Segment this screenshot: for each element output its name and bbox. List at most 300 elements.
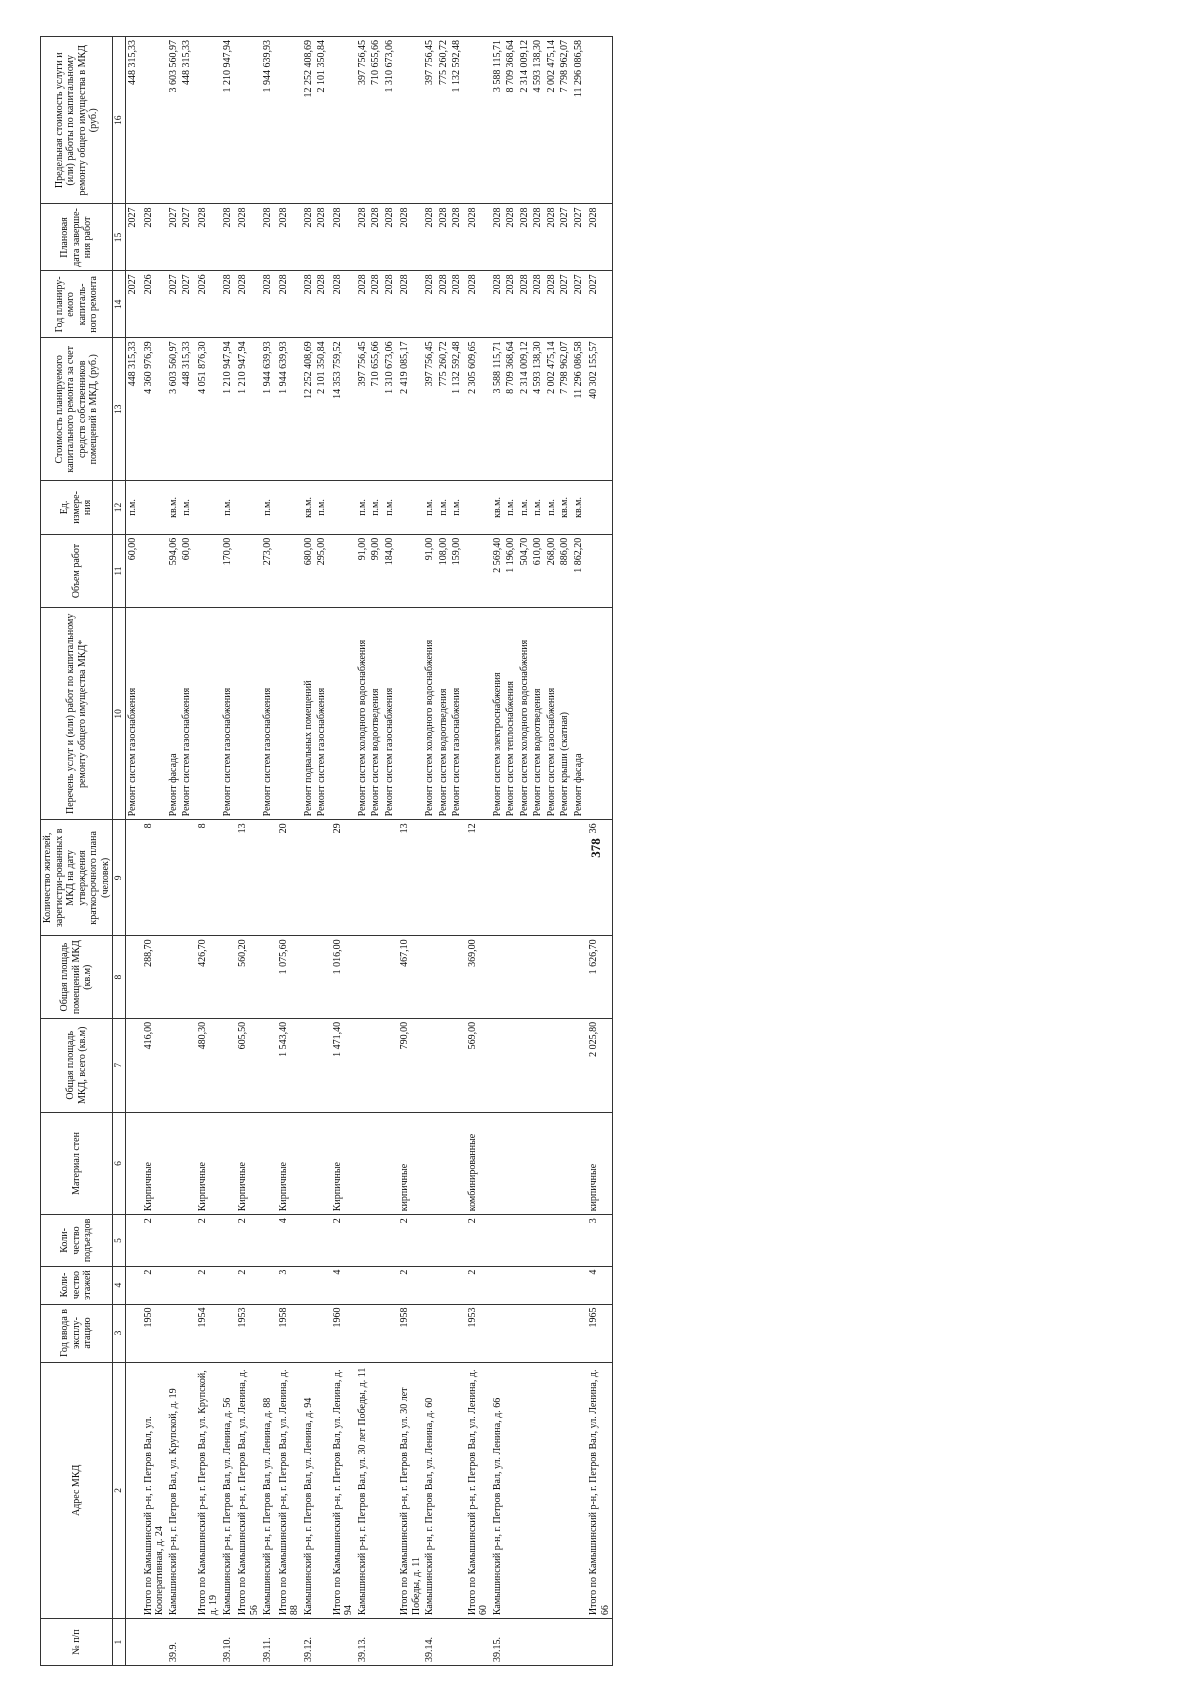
work-type: Ремонт крыши (скатная): [558, 608, 572, 820]
total-area: [450, 1018, 464, 1112]
completion-date: 2028: [491, 204, 505, 271]
repair-cost: 710 655,66: [369, 338, 383, 481]
repair-year: 2027: [585, 271, 613, 338]
work-type: Ремонт систем газоснабжения: [545, 608, 559, 820]
unit: кв.м.: [491, 481, 505, 535]
max-cost: 8 709 368,64: [504, 37, 518, 204]
table-row: [531, 37, 545, 1666]
row-number: [180, 1619, 194, 1666]
work-volume: 594,06: [167, 534, 181, 608]
completion-date: 2028: [329, 204, 356, 271]
wall-material: [558, 1112, 572, 1215]
year-built: [572, 1304, 586, 1362]
table-row: [194, 37, 221, 1666]
wall-material: [504, 1112, 518, 1215]
max-cost: 11 296 086,58: [572, 37, 586, 204]
repair-year: 2028: [221, 271, 235, 338]
col-header: Коли-чество подъездов: [41, 1215, 113, 1266]
year-built: 1954: [194, 1304, 221, 1362]
max-cost: 1 944 639,93: [261, 37, 275, 204]
row-number: [329, 1619, 356, 1666]
wall-material: [545, 1112, 559, 1215]
wall-material: [126, 1112, 140, 1215]
repair-cost: 12 252 408,69: [302, 338, 316, 481]
col-number: 4: [113, 1266, 126, 1304]
table-row: [572, 37, 586, 1666]
col-number: 7: [113, 1018, 126, 1112]
year-built: [302, 1304, 316, 1362]
work-volume: 268,00: [545, 534, 559, 608]
work-volume: [329, 534, 356, 608]
wall-material: [518, 1112, 532, 1215]
table-row: [180, 37, 194, 1666]
unit: [194, 481, 221, 535]
residents: [356, 820, 370, 936]
work-type: Ремонт систем газоснабжения: [221, 608, 235, 820]
work-volume: [275, 534, 302, 608]
unit: п.м.: [221, 481, 235, 535]
table-row: [167, 37, 181, 1666]
total-area: [518, 1018, 532, 1112]
max-cost: 448 315,33: [180, 37, 194, 204]
completion-date: 2028: [423, 204, 437, 271]
repair-year: 2028: [423, 271, 437, 338]
work-type: Ремонт систем газоснабжения: [315, 608, 329, 820]
address: Камышинский р-н, г. Петров Вал, ул. Ленина, д. 60: [423, 1362, 437, 1619]
year-built: [558, 1304, 572, 1362]
row-number: [531, 1619, 545, 1666]
work-volume: 273,00: [261, 534, 275, 608]
wall-material: [180, 1112, 194, 1215]
total-area: 790,00: [396, 1018, 423, 1112]
year-built: 1965: [585, 1304, 613, 1362]
premises-area: 467,10: [396, 936, 423, 1019]
max-cost: 7 798 962,07: [558, 37, 572, 204]
repair-cost: 4 593 138,30: [531, 338, 545, 481]
table-row: [585, 37, 613, 1666]
work-type: [194, 608, 221, 820]
year-built: 1953: [234, 1304, 261, 1362]
total-area: 605,50: [234, 1018, 261, 1112]
wall-material: [383, 1112, 397, 1215]
work-type: [329, 608, 356, 820]
completion-date: 2028: [140, 204, 167, 271]
year-built: 1958: [275, 1304, 302, 1362]
col-header: Предельная стоимость услуги и (или) работы по капитальному ремонту общего имущества в МКД (руб.): [41, 37, 113, 204]
completion-date: 2028: [396, 204, 423, 271]
work-volume: 60,00: [126, 534, 140, 608]
residents: [558, 820, 572, 936]
row-number: [437, 1619, 451, 1666]
floors: 2: [234, 1266, 261, 1304]
entrances: [180, 1215, 194, 1266]
floors: [167, 1266, 181, 1304]
row-number: 39.15.: [491, 1619, 505, 1666]
total-area: [504, 1018, 518, 1112]
table-row: [504, 37, 518, 1666]
repair-cost: 1 210 947,94: [234, 338, 261, 481]
table-row: [491, 37, 505, 1666]
work-volume: 184,00: [383, 534, 397, 608]
unit: [140, 481, 167, 535]
wall-material: комбинированные: [464, 1112, 491, 1215]
work-type: Ремонт подвальных помещений: [302, 608, 316, 820]
year-built: [504, 1304, 518, 1362]
year-built: [383, 1304, 397, 1362]
repair-year: 2028: [356, 271, 370, 338]
wall-material: [221, 1112, 235, 1215]
col-header: Материал стен: [41, 1112, 113, 1215]
capital-repair-table: [40, 36, 613, 1666]
residents: [545, 820, 559, 936]
unit: кв.м.: [167, 481, 181, 535]
address: [126, 1362, 140, 1619]
unit: [275, 481, 302, 535]
entrances: [221, 1215, 235, 1266]
page-number: 378: [588, 838, 603, 858]
unit: [464, 481, 491, 535]
wall-material: [572, 1112, 586, 1215]
floors: [369, 1266, 383, 1304]
year-built: [450, 1304, 464, 1362]
total-area: 1 471,40: [329, 1018, 356, 1112]
residents: [221, 820, 235, 936]
max-cost: 3 603 560,97: [167, 37, 181, 204]
work-volume: [464, 534, 491, 608]
wall-material: Кирпичные: [194, 1112, 221, 1215]
premises-area: [126, 936, 140, 1019]
unit: п.м.: [531, 481, 545, 535]
work-volume: 60,00: [180, 534, 194, 608]
year-built: [315, 1304, 329, 1362]
row-number: [450, 1619, 464, 1666]
row-number: [396, 1619, 423, 1666]
floors: [180, 1266, 194, 1304]
max-cost: 775 260,72: [437, 37, 451, 204]
table-row: [329, 37, 356, 1666]
repair-cost: 7 798 962,07: [558, 338, 572, 481]
unit: кв.м.: [302, 481, 316, 535]
col-header: Общая площадь МКД, всего (кв.м): [41, 1018, 113, 1112]
address: Итого по Камышинский р-н, г. Петров Вал, ул. Ленина, д. 88: [275, 1362, 302, 1619]
work-volume: 170,00: [221, 534, 235, 608]
completion-date: 2028: [383, 204, 397, 271]
table-row: [545, 37, 559, 1666]
col-header: Год планиру-емого капиталь-ного ремонта: [41, 271, 113, 338]
repair-cost: 2 101 350,84: [315, 338, 329, 481]
table-row: [261, 37, 275, 1666]
total-area: [572, 1018, 586, 1112]
repair-year: 2028: [545, 271, 559, 338]
residents: 20: [275, 820, 302, 936]
repair-year: 2028: [302, 271, 316, 338]
wall-material: [450, 1112, 464, 1215]
year-built: 1958: [396, 1304, 423, 1362]
col-number: 10: [113, 608, 126, 820]
total-area: [531, 1018, 545, 1112]
address: [437, 1362, 451, 1619]
row-number: [140, 1619, 167, 1666]
repair-cost: 448 315,33: [180, 338, 194, 481]
table-row: [464, 37, 491, 1666]
table-row: [234, 37, 261, 1666]
total-area: [261, 1018, 275, 1112]
premises-area: 1 075,60: [275, 936, 302, 1019]
table-row: [450, 37, 464, 1666]
unit: п.м.: [383, 481, 397, 535]
address: Итого по Камышинский р-н, г. Петров Вал, ул. Ленина, д. 94: [329, 1362, 356, 1619]
premises-area: [302, 936, 316, 1019]
premises-area: [518, 936, 532, 1019]
floors: [450, 1266, 464, 1304]
floors: 4: [585, 1266, 613, 1304]
floors: [383, 1266, 397, 1304]
total-area: 416,00: [140, 1018, 167, 1112]
repair-cost: 3 588 115,71: [491, 338, 505, 481]
column-number-row: [113, 37, 126, 1666]
repair-cost: 2 305 609,65: [464, 338, 491, 481]
col-header: Ед. измере-ния: [41, 481, 113, 535]
total-area: 480,30: [194, 1018, 221, 1112]
wall-material: [437, 1112, 451, 1215]
repair-cost: 4 051 876,30: [194, 338, 221, 481]
repair-year: 2027: [572, 271, 586, 338]
completion-date: 2027: [572, 204, 586, 271]
year-built: [423, 1304, 437, 1362]
total-area: [356, 1018, 370, 1112]
completion-date: 2028: [275, 204, 302, 271]
repair-year: 2028: [396, 271, 423, 338]
unit: п.м.: [356, 481, 370, 535]
floors: [356, 1266, 370, 1304]
residents: [126, 820, 140, 936]
row-number: [558, 1619, 572, 1666]
repair-year: 2027: [558, 271, 572, 338]
total-area: [221, 1018, 235, 1112]
repair-year: 2028: [369, 271, 383, 338]
residents: 29: [329, 820, 356, 936]
premises-area: [261, 936, 275, 1019]
col-number: 13: [113, 338, 126, 481]
wall-material: [423, 1112, 437, 1215]
table-row: [221, 37, 235, 1666]
col-number: 14: [113, 271, 126, 338]
repair-cost: 1 310 673,06: [383, 338, 397, 481]
row-number: [383, 1619, 397, 1666]
residents: [491, 820, 505, 936]
repair-cost: 8 709 368,64: [504, 338, 518, 481]
completion-date: 2027: [180, 204, 194, 271]
address: [531, 1362, 545, 1619]
row-number: 39.11.: [261, 1619, 275, 1666]
max-cost: [329, 37, 356, 204]
unit: [396, 481, 423, 535]
repair-cost: 2 002 475,14: [545, 338, 559, 481]
max-cost: 710 655,66: [369, 37, 383, 204]
repair-year: 2028: [234, 271, 261, 338]
total-area: [383, 1018, 397, 1112]
unit: п.м.: [545, 481, 559, 535]
table-row: [423, 37, 437, 1666]
work-type: Ремонт систем холодного водоснабжения: [423, 608, 437, 820]
wall-material: [261, 1112, 275, 1215]
address: [518, 1362, 532, 1619]
repair-year: 2028: [450, 271, 464, 338]
work-volume: 1 196,00: [504, 534, 518, 608]
col-number: 9: [113, 820, 126, 936]
col-number: 16: [113, 37, 126, 204]
work-type: Ремонт систем водоотведения: [531, 608, 545, 820]
work-volume: 295,00: [315, 534, 329, 608]
entrances: [558, 1215, 572, 1266]
completion-date: 2028: [194, 204, 221, 271]
row-number: [194, 1619, 221, 1666]
floors: [221, 1266, 235, 1304]
premises-area: [504, 936, 518, 1019]
work-volume: 2 569,40: [491, 534, 505, 608]
max-cost: 1 132 592,48: [450, 37, 464, 204]
entrances: 2: [194, 1215, 221, 1266]
work-volume: [194, 534, 221, 608]
unit: п.м.: [423, 481, 437, 535]
total-area: [302, 1018, 316, 1112]
work-type: Ремонт систем водоотведения: [437, 608, 451, 820]
row-number: [518, 1619, 532, 1666]
floors: [504, 1266, 518, 1304]
total-area: 1 543,40: [275, 1018, 302, 1112]
table-row: [140, 37, 167, 1666]
year-built: [491, 1304, 505, 1362]
wall-material: кирпичные: [396, 1112, 423, 1215]
completion-date: 2028: [221, 204, 235, 271]
col-number: 3: [113, 1304, 126, 1362]
premises-area: [558, 936, 572, 1019]
work-type: Ремонт систем газоснабжения: [261, 608, 275, 820]
row-number: [545, 1619, 559, 1666]
entrances: [545, 1215, 559, 1266]
address: Камышинский р-н, г. Петров Вал, ул. Ленина, д. 88: [261, 1362, 275, 1619]
address: [450, 1362, 464, 1619]
premises-area: [572, 936, 586, 1019]
row-number: [315, 1619, 329, 1666]
residents: [180, 820, 194, 936]
total-area: [545, 1018, 559, 1112]
col-number: 8: [113, 936, 126, 1019]
total-area: [491, 1018, 505, 1112]
work-volume: 886,00: [558, 534, 572, 608]
premises-area: [369, 936, 383, 1019]
table-row: [558, 37, 572, 1666]
work-type: Ремонт систем газоснабжения: [450, 608, 464, 820]
repair-year: 2027: [180, 271, 194, 338]
entrances: [491, 1215, 505, 1266]
max-cost: 448 315,33: [126, 37, 140, 204]
address: Итого по Камышинский р-н, г. Петров Вал, ул. Кооперативная, д. 24: [140, 1362, 167, 1619]
work-volume: 610,00: [531, 534, 545, 608]
residents: [572, 820, 586, 936]
max-cost: [585, 37, 613, 204]
residents: [504, 820, 518, 936]
repair-cost: 1 944 639,93: [275, 338, 302, 481]
col-header: Год ввода в эксплу-атацию: [41, 1304, 113, 1362]
work-type: Ремонт систем теплоснабжения: [504, 608, 518, 820]
year-built: [167, 1304, 181, 1362]
repair-cost: 397 756,45: [356, 338, 370, 481]
premises-area: 1 626,70: [585, 936, 613, 1019]
col-number: 5: [113, 1215, 126, 1266]
completion-date: 2028: [437, 204, 451, 271]
address: Камышинский р-н, г. Петров Вал, ул. 30 лет Победы, д. 11: [356, 1362, 370, 1619]
entrances: 2: [396, 1215, 423, 1266]
premises-area: 288,70: [140, 936, 167, 1019]
row-number: [572, 1619, 586, 1666]
entrances: [302, 1215, 316, 1266]
completion-date: 2027: [126, 204, 140, 271]
table-row: [315, 37, 329, 1666]
max-cost: [275, 37, 302, 204]
repair-year: 2028: [504, 271, 518, 338]
wall-material: [369, 1112, 383, 1215]
entrances: [126, 1215, 140, 1266]
residents: [518, 820, 532, 936]
completion-date: 2028: [234, 204, 261, 271]
unit: п.м.: [504, 481, 518, 535]
repair-year: 2028: [383, 271, 397, 338]
floors: 4: [329, 1266, 356, 1304]
col-header: Стоимость планируемого капитального ремонта за счет средств собственников помещений в МКД, (руб.): [41, 338, 113, 481]
table-row: [437, 37, 451, 1666]
completion-date: 2028: [531, 204, 545, 271]
wall-material: [167, 1112, 181, 1215]
total-area: [558, 1018, 572, 1112]
address: Итого по Камышинский р-н, г. Петров Вал, ул. Ленина, д. 56: [234, 1362, 261, 1619]
year-built: [180, 1304, 194, 1362]
work-type: Ремонт фасада: [167, 608, 181, 820]
work-type: Ремонт фасада: [572, 608, 586, 820]
row-number: [275, 1619, 302, 1666]
wall-material: Кирпичные: [275, 1112, 302, 1215]
entrances: [531, 1215, 545, 1266]
completion-date: 2028: [450, 204, 464, 271]
address: [504, 1362, 518, 1619]
year-built: 1950: [140, 1304, 167, 1362]
repair-cost: 1 210 947,94: [221, 338, 235, 481]
year-built: 1960: [329, 1304, 356, 1362]
max-cost: [140, 37, 167, 204]
total-area: [369, 1018, 383, 1112]
address: [545, 1362, 559, 1619]
table-row: [356, 37, 370, 1666]
repair-cost: 1 944 639,93: [261, 338, 275, 481]
max-cost: 2 314 009,12: [518, 37, 532, 204]
year-built: [126, 1304, 140, 1362]
work-type: [464, 608, 491, 820]
floors: [572, 1266, 586, 1304]
entrances: [167, 1215, 181, 1266]
repair-year: 2028: [491, 271, 505, 338]
wall-material: [302, 1112, 316, 1215]
floors: 2: [396, 1266, 423, 1304]
work-type: Ремонт систем водоотведения: [369, 608, 383, 820]
work-volume: 504,70: [518, 534, 532, 608]
completion-date: 2028: [518, 204, 532, 271]
max-cost: 397 756,45: [356, 37, 370, 204]
col-header: № п/п: [41, 1619, 113, 1666]
col-number: 1: [113, 1619, 126, 1666]
year-built: [221, 1304, 235, 1362]
wall-material: Кирпичные: [140, 1112, 167, 1215]
max-cost: [464, 37, 491, 204]
